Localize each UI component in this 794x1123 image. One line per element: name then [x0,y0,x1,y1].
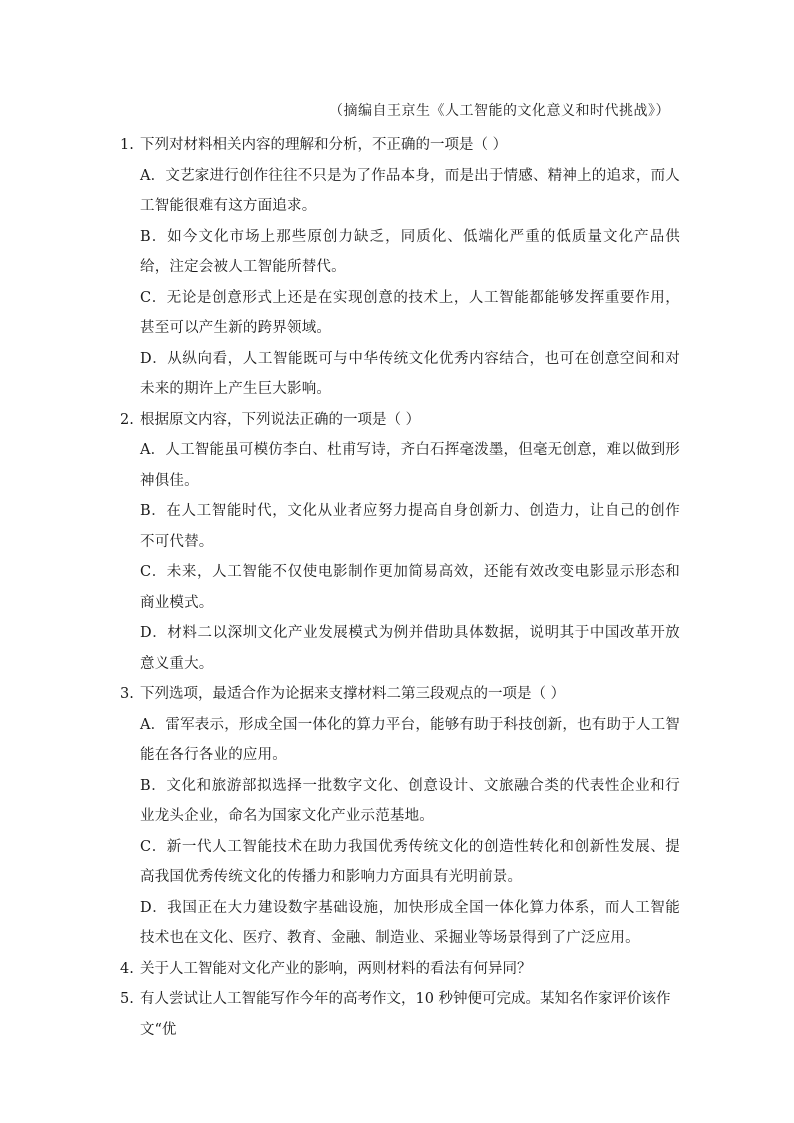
question-3 [120,679,680,954]
question-stem [120,405,680,436]
option-d: D．材料二以深圳文化产业发展模式为例并借助具体数据，说明其于中国改革开放意义重大。 [140,625,680,672]
option-c: C．新一代人工智能技术在助力我国优秀传统文化的创造性转化和创新性发展、提高我国优秀传统文化的传播力和影响力方面具有光明前景。 [140,838,680,885]
question-stem [120,679,680,710]
source-citation: （摘编自王京生《人工智能的文化意义和时代挑战》） [329,103,670,119]
question-text: 有人尝试让人工智能写作今年的高考作文，10 秒钟便可完成。某知名作家评价该作文“优 [140,991,671,1038]
question-number: 1. [120,137,134,153]
question-number: 5. [120,991,134,1007]
question-4 [120,954,680,985]
question-stem [120,954,680,985]
question-stem [120,130,680,161]
question-1 [120,130,680,405]
option-a: A．文艺家进行创作往往不只是为了作品本身，而是出于情感、精神上的追求，而人工智能很难有这方面追求。 [140,167,680,214]
option-b: B．文化和旅游部拟选择一批数字文化、创意设计、文旅融合类的代表性企业和行业龙头企业，命名为国家文化产业示范基地。 [140,777,680,824]
question-number: 4. [120,960,134,977]
question-text: 下列选项，最适合作为论据来支撑材料二第三段观点的一项是（ ） [140,686,566,702]
option-b: B．如今文化市场上那些原创力缺乏，同质化、低端化严重的低质量文化产品供给，注定会被人工智能所替代。 [140,228,680,275]
question-stem [120,984,680,1045]
question-text: 根据原文内容，下列说法正确的一项是（ ） [140,411,421,428]
question-number: 3. [120,686,134,702]
question-text: 关于人工智能对文化产业的影响，两则材料的看法有何异同？ [140,960,532,977]
question-5 [120,984,680,1045]
option-a: A．雷军表示，形成全国一体化的算力平台，能够有助于科技创新，也有助于人工智能在各行各业的应用。 [140,716,680,763]
option-c: C．无论是创意形式上还是在实现创意的技术上，人工智能都能够发挥重要作用，甚至可以产生新的跨界领域。 [140,289,680,336]
question-2 [120,405,680,680]
option-a: A．人工智能虽可模仿李白、杜甫写诗，齐白石挥毫泼墨，但毫无创意，难以做到形神俱佳。 [140,442,680,489]
option-d: D．从纵向看，人工智能既可与中华传统文化优秀内容结合，也可在创意空间和对未来的期许上产生巨大影响。 [140,350,680,397]
option-b: B．在人工智能时代，文化从业者应努力提高自身创新力、创造力，让自己的创作不可代替。 [140,503,680,550]
question-text: 下列对材料相关内容的理解和分析，不正确的一项是（ ） [140,137,508,153]
option-c: C．未来，人工智能不仅使电影制作更加简易高效，还能有效改变电影显示形态和商业模式。 [140,564,680,611]
question-list [120,130,680,1045]
option-d: D．我国正在大力建设数字基础设施，加快形成全国一体化算力体系，而人工智能技术也在文化、医疗、教育、金融、制造业、采掘业等场景得到了广泛应用。 [140,899,680,946]
question-number: 2. [120,411,134,428]
